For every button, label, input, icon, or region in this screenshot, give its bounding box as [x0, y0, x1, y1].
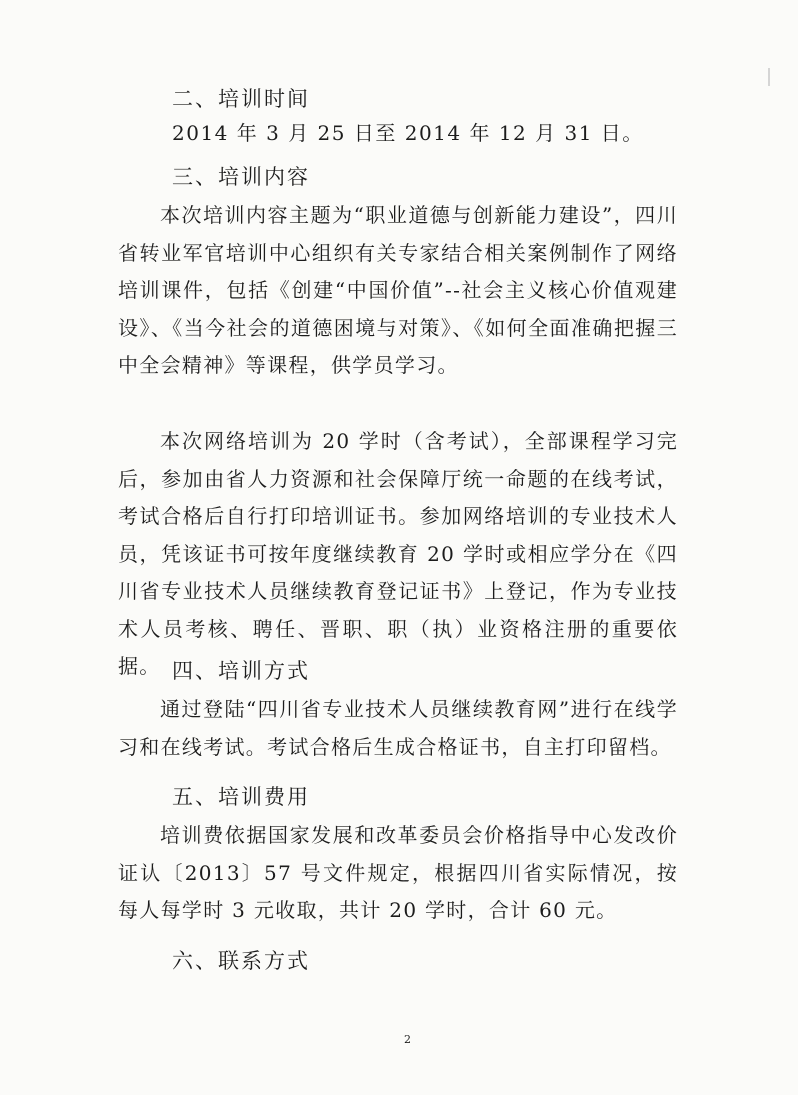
section-heading-method: 四、培训方式 [172, 659, 310, 683]
section-heading-content: 三、培训内容 [172, 165, 310, 189]
training-time-text: 2014 年 3 月 25 日至 2014 年 12 月 31 日。 [172, 121, 644, 145]
section-heading-fee: 五、培训费用 [172, 785, 310, 809]
section-heading-time: 二、培训时间 [172, 87, 310, 111]
scan-artifact [768, 68, 770, 86]
method-paragraph: 通过登陆“四川省专业技术人员继续教育网”进行在线学习和在线考试。考试合格后生成合格证书，自主打印留档。 [118, 697, 678, 759]
content-paragraph-2: 本次网络培训为 20 学时（含考试），全部课程学习完后，参加由省人力资源和社会保障厅统一命题的在线考试，考试合格后自行打印培训证书。参加网络培训的专业技术人员，凭该证书可按年度继续教育 20 学时或相应学分在《四川省专业技术人员继续教育登记证书》上登记，作为专业技术人员考核、聘任、晋职、职（执）业资格注册的重要依据。 [118, 429, 678, 678]
page-number: 2 [404, 1033, 411, 1046]
section-heading-contact: 六、联系方式 [172, 949, 310, 973]
fee-paragraph: 培训费依据国家发展和改革委员会价格指导中心发改价证认〔2013〕57 号文件规定，根据四川省实际情况，按每人每学时 3 元收取，共计 20 学时，合计 60 元。 [118, 823, 678, 922]
content-paragraph-1: 本次培训内容主题为“职业道德与创新能力建设”，四川省转业军官培训中心组织有关专家结合相关案例制作了网络培训课件，包括《创建“中国价值”--社会主义核心价值观建设》、《当今社会的道德困境与对策》、《如何全面准确把握三中全会精神》等课程，供学员学习。 [118, 203, 678, 377]
